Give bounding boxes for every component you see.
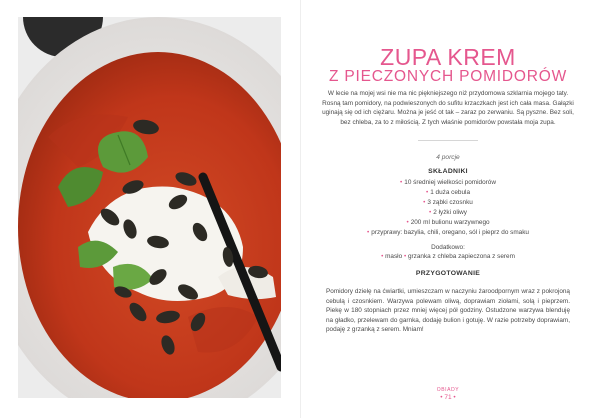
ingredient-item: • 10 średniej wielkości pomidorów — [400, 179, 496, 186]
divider — [418, 140, 478, 141]
extras-label: Dodatkowo: — [431, 244, 465, 251]
recipe-title: ZUPA KREM — [380, 44, 516, 70]
ingredient-item: • przyprawy: bazylia, chili, oregano, sól i pieprz do smaku — [367, 229, 529, 236]
method-text: Pomidory dzielę na ćwiartki, umieszczam w naczyniu żaroodpornym wraz z pokrojoną cebulą i czosnkiem. Warzywa polewam oliwą, doprawiam ziołami, solą i pieprzem. Piekę w 180 stopniach przez mniej więcej pół godziny. Ostudzone warzywa blenduję na gładko, przelewam do garnka, dodaję bulion i gotuję. W razie potrzeby doprawiam, podaję z grzanką z serem. Mniam! — [326, 288, 570, 334]
ingredient-item: • 200 ml bulionu warzywnego — [406, 219, 490, 226]
extra-item: masło — [385, 253, 403, 260]
soup-bowl-photo — [18, 17, 281, 398]
ingredients-list — [318, 178, 578, 238]
ingredient-item: • 3 ząbki czosnku — [423, 199, 473, 206]
extra-item: grzanka z chleba zapieczona z serem — [407, 253, 515, 260]
bullet-icon: • — [381, 253, 384, 260]
ingredients-heading: SKŁADNIKI — [428, 168, 468, 175]
section-label: OBIADY — [436, 387, 460, 393]
spread-gutter — [300, 0, 301, 418]
ingredient-item: • 1 duża cebula — [425, 189, 471, 196]
servings: 4 porcje — [436, 154, 460, 161]
page-number: • 71 • — [440, 394, 456, 401]
ingredient-item: • 2 łyżki oliwy — [429, 209, 467, 216]
recipe-intro: W lecie na mojej wsi nie ma nic piękniejszego niż przydomowa szklarnia mojego taty. Rosną tam pomidory, na podwieszonych do sufitu krzaczkach jest ich cała masa. Gałązki uginają się od ich ciężaru. Można je jeść ot tak – zaraz po zerwaniu. Są pyszne. Bez soli, bez chleba, za to z miłością. Z tych właśnie pomidorów powstała moja zupa. — [322, 90, 574, 126]
soup-photo — [18, 17, 281, 398]
recipe-subtitle: Z PIECZONYCH POMIDORÓW — [328, 68, 568, 85]
recipe-page — [318, 0, 578, 418]
method-heading: PRZYGOTOWANIE — [415, 270, 481, 277]
extras-list — [318, 253, 578, 260]
bullet-icon: • — [403, 253, 407, 260]
